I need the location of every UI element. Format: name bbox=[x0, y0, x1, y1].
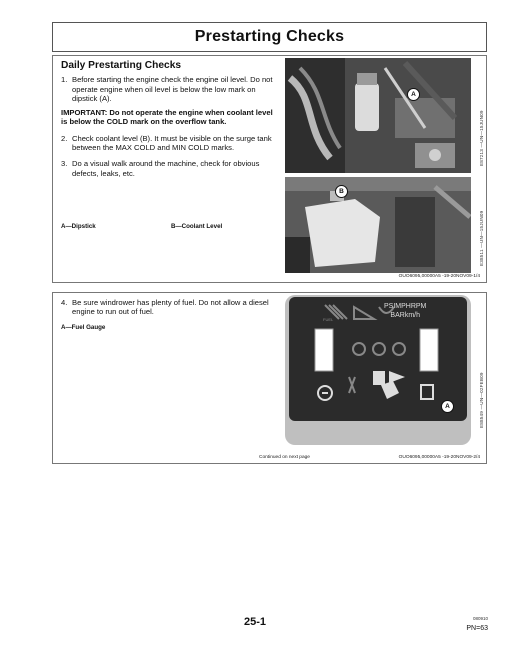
coolant-photo-illustration bbox=[285, 177, 471, 273]
footer-code: OUO6095,00000A5 -19-20NOV09-2/4 bbox=[398, 455, 480, 460]
step-1 bbox=[61, 75, 281, 103]
page-code: 080910 bbox=[472, 616, 488, 621]
gauge-icons bbox=[289, 297, 467, 421]
section-heading: Daily Prestarting Checks bbox=[61, 60, 182, 71]
caption-coolant-level: B—Coolant Level bbox=[171, 223, 223, 230]
gauge-display bbox=[289, 297, 467, 421]
important-note bbox=[61, 108, 281, 127]
step-text: Be sure windrower has plenty of fuel. Do not allow a diesel engine to run out of fuel. bbox=[72, 298, 269, 317]
fuel-label: FUEL bbox=[323, 317, 334, 322]
figure-id: E87213 —UN—15JUN09 bbox=[479, 110, 484, 166]
step-text: Before starting the engine check the engine oil level. Do not operate engine when oil level is below the low mark on dipstick (A). bbox=[72, 75, 273, 103]
figure-id: E88549 —UN—02FEB09 bbox=[479, 372, 484, 428]
continued-note: Continued on next page bbox=[259, 455, 310, 460]
engine-photo-illustration bbox=[285, 58, 471, 173]
step-4 bbox=[61, 298, 281, 317]
section1-text bbox=[61, 61, 281, 185]
important-label: IMPORTANT: bbox=[61, 108, 108, 118]
footer-code: OUO6095,00000A5 -19-20NOV09-1/4 bbox=[398, 274, 480, 279]
marker-a: A bbox=[407, 88, 420, 101]
step-number: 3. bbox=[61, 159, 68, 169]
figure-id: E38511 —UN—15JUN09 bbox=[479, 210, 484, 266]
step-2 bbox=[61, 134, 281, 153]
gauge-label-psi-mph-rpm: PSIMPHRPM bbox=[384, 303, 427, 310]
step-text: Do a visual walk around the machine, check for obvious defects, leaks, etc. bbox=[72, 159, 260, 178]
page-number: 25-1 bbox=[243, 616, 267, 628]
section-daily-checks bbox=[52, 55, 487, 283]
section-fuel-check bbox=[52, 292, 487, 464]
page-title: Prestarting Checks bbox=[52, 22, 487, 52]
fuel-gauge-panel bbox=[285, 295, 471, 445]
step-3 bbox=[61, 159, 281, 178]
section2-text bbox=[61, 298, 281, 332]
step-number: 4. bbox=[61, 298, 68, 307]
gauge-label-bar-kmh: BARkm/h bbox=[390, 312, 420, 319]
engine-dipstick-photo bbox=[285, 58, 471, 173]
coolant-tank-photo bbox=[285, 177, 471, 273]
step-number: 1. bbox=[61, 75, 68, 85]
step-text: Check coolant level (B). It must be visible on the surge tank between the MAX COLD and MIN COLD marks. bbox=[72, 133, 272, 153]
marker-a: A bbox=[441, 400, 454, 413]
gauge-units bbox=[384, 302, 426, 320]
step-number: 2. bbox=[61, 133, 68, 143]
caption-fuel-gauge: A—Fuel Gauge bbox=[61, 323, 106, 331]
caption-dipstick: A—Dipstick bbox=[61, 223, 96, 230]
marker-b: B bbox=[335, 185, 348, 198]
important-text: Do not operate the engine when coolant level is below the COLD mark on the overflow tank. bbox=[61, 108, 273, 127]
page-pn: PN=63 bbox=[466, 625, 488, 632]
